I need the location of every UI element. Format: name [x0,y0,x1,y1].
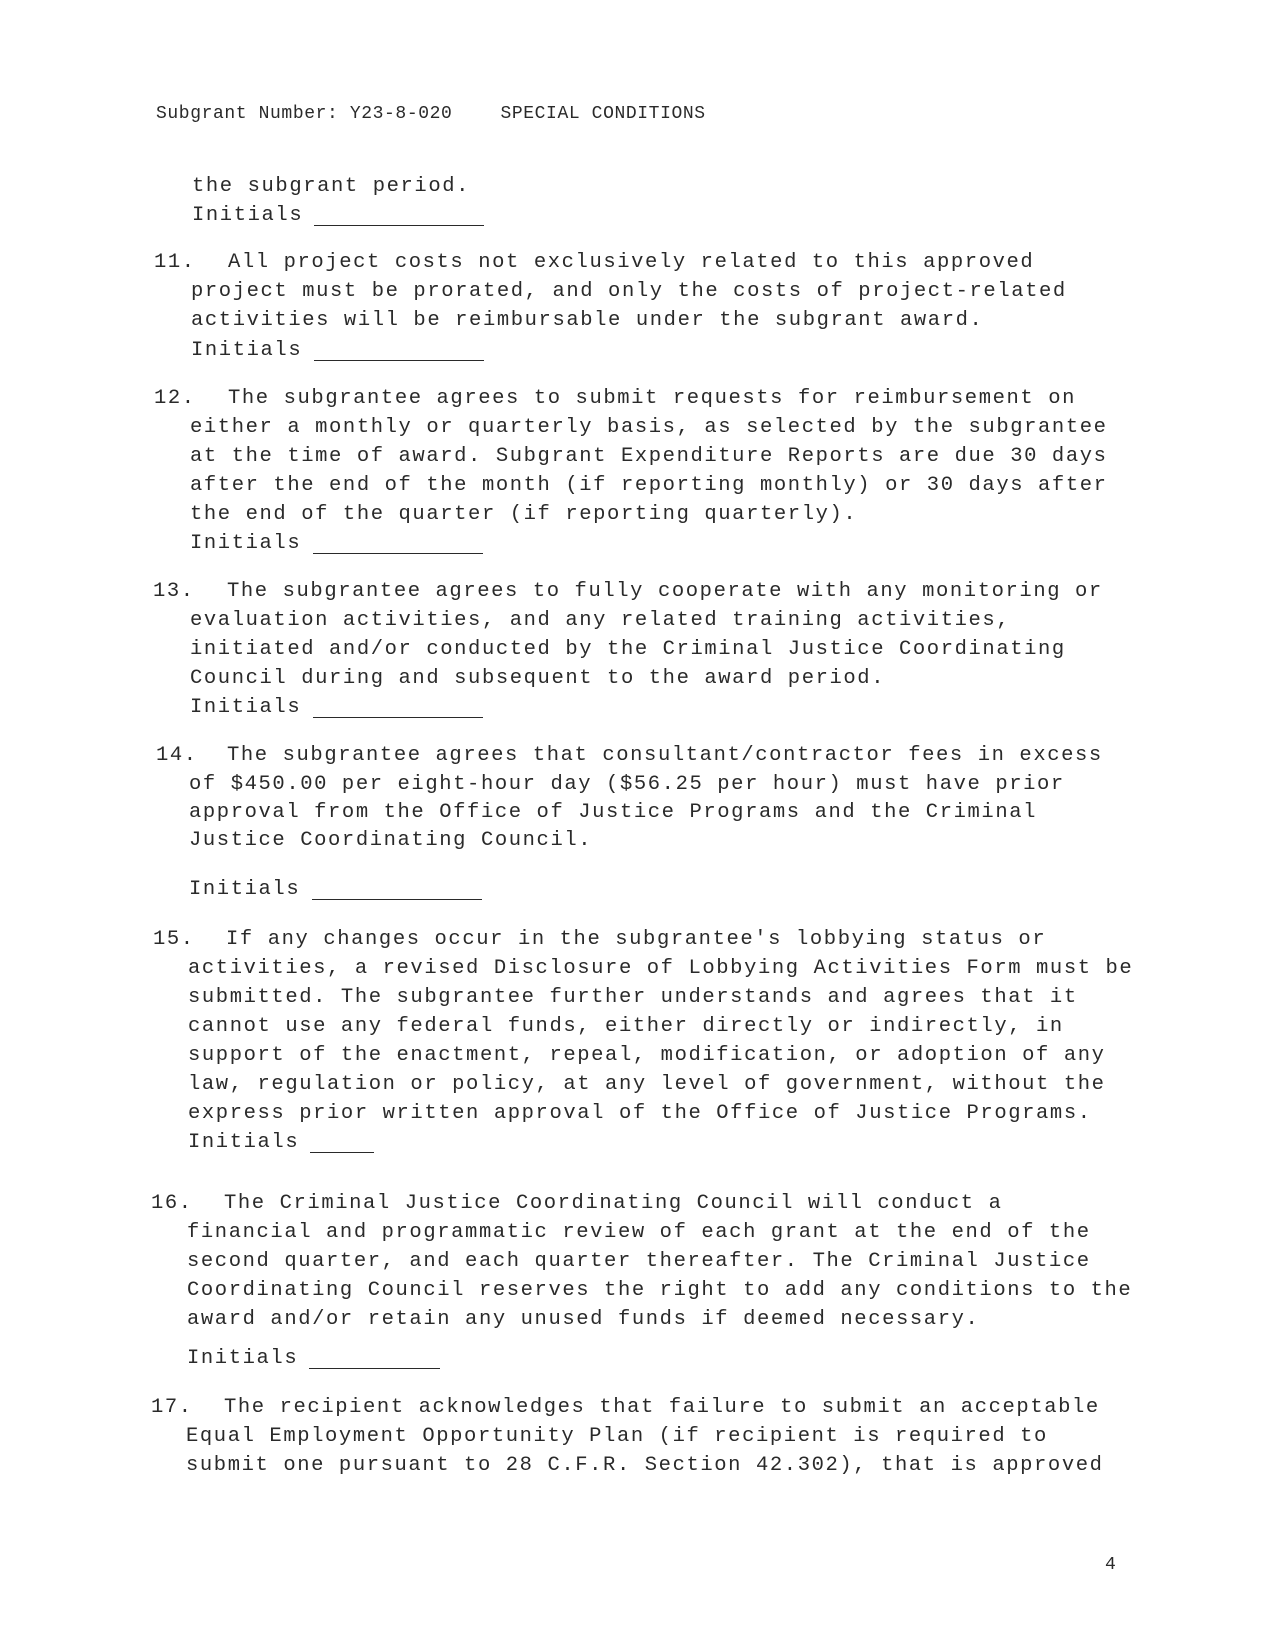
continuation-line: the subgrant period. [192,175,471,198]
item-line: second quarter, and each quarter thereafter. The Criminal Justice [187,1250,1091,1273]
item-line: The subgrantee agrees to submit requests for reimbursement on [228,387,1077,410]
item-number: 17. [151,1396,193,1419]
initials-label: Initials [188,1131,300,1154]
item-line: initiated and/or conducted by the Criminal Justice Coordinating [190,638,1066,661]
item-line: law, regulation or policy, at any level of government, without the [188,1073,1106,1096]
page-number: 4 [1105,1555,1116,1575]
item-number: 12. [154,387,196,410]
item-line: after the end of the month (if reporting monthly) or 30 days after [190,474,1108,497]
item-line: cannot use any federal funds, either directly or indirectly, in [188,1015,1064,1038]
item-line: All project costs not exclusively related to this approved [228,251,1035,274]
initials-label: Initials [191,339,303,362]
item-line: The subgrantee agrees to fully cooperate with any monitoring or [227,580,1103,603]
item-line: Justice Coordinating Council. [189,829,593,852]
item-line: If any changes occur in the subgrantee's lobbying status or [226,928,1047,951]
item-line: Equal Employment Opportunity Plan (if recipient is required to [186,1425,1048,1448]
item-line: at the time of award. Subgrant Expenditure Reports are due 30 days [190,445,1108,468]
item-number: 11. [154,251,196,274]
initials-blank[interactable] [314,360,484,361]
initials-label: Initials [192,204,304,227]
initials-blank[interactable] [313,553,483,554]
item-line: The Criminal Justice Coordinating Council will conduct a [224,1192,1003,1215]
item-line: express prior written approval of the Office of Justice Programs. [188,1102,1092,1125]
initials-blank[interactable] [312,899,482,900]
item-line: submitted. The subgrantee further understands and agrees that it [188,986,1078,1009]
item-line: project must be prorated, and only the costs of project-related [191,280,1067,303]
subgrant-number: Subgrant Number: Y23-8-020 [156,104,453,124]
initials-blank[interactable] [310,1152,374,1153]
item-line: either a monthly or quarterly basis, as selected by the subgrantee [190,416,1108,439]
item-number: 13. [153,580,195,603]
item-line: support of the enactment, repeal, modification, or adoption of any [188,1044,1106,1067]
item-line: Coordinating Council reserves the right to add any conditions to the [187,1279,1133,1302]
initials-label: Initials [190,532,302,555]
initials-label: Initials [189,878,301,901]
item-number: 16. [151,1192,193,1215]
item-line: of $450.00 per eight-hour day ($56.25 per hour) must have prior [189,773,1065,796]
initials-blank[interactable] [314,225,484,226]
initials-label: Initials [187,1347,299,1370]
item-line: award and/or retain any unused funds if deemed necessary. [187,1308,980,1331]
item-line: activities will be reimbursable under the subgrant award. [191,309,984,332]
page-header [156,104,706,124]
item-line: The recipient acknowledges that failure to submit an acceptable [224,1396,1100,1419]
item-line: financial and programmatic review of each grant at the end of the [187,1221,1091,1244]
item-line: approval from the Office of Justice Programs and the Criminal [189,801,1038,824]
item-number: 15. [153,928,195,951]
initials-label: Initials [190,696,302,719]
item-line: evaluation activities, and any related training activities, [190,609,1011,632]
item-line: the end of the quarter (if reporting quarterly). [190,503,858,526]
item-line: activities, a revised Disclosure of Lobbying Activities Form must be [188,957,1134,980]
initials-blank[interactable] [309,1368,440,1369]
initials-blank[interactable] [313,717,483,718]
item-line: The subgrantee agrees that consultant/contractor fees in excess [227,744,1103,767]
item-number: 14. [156,744,198,767]
item-line: Council during and subsequent to the award period. [190,667,886,690]
item-line: submit one pursuant to 28 C.F.R. Section 42.302), that is approved [186,1454,1104,1477]
header-title: SPECIAL CONDITIONS [500,104,706,124]
